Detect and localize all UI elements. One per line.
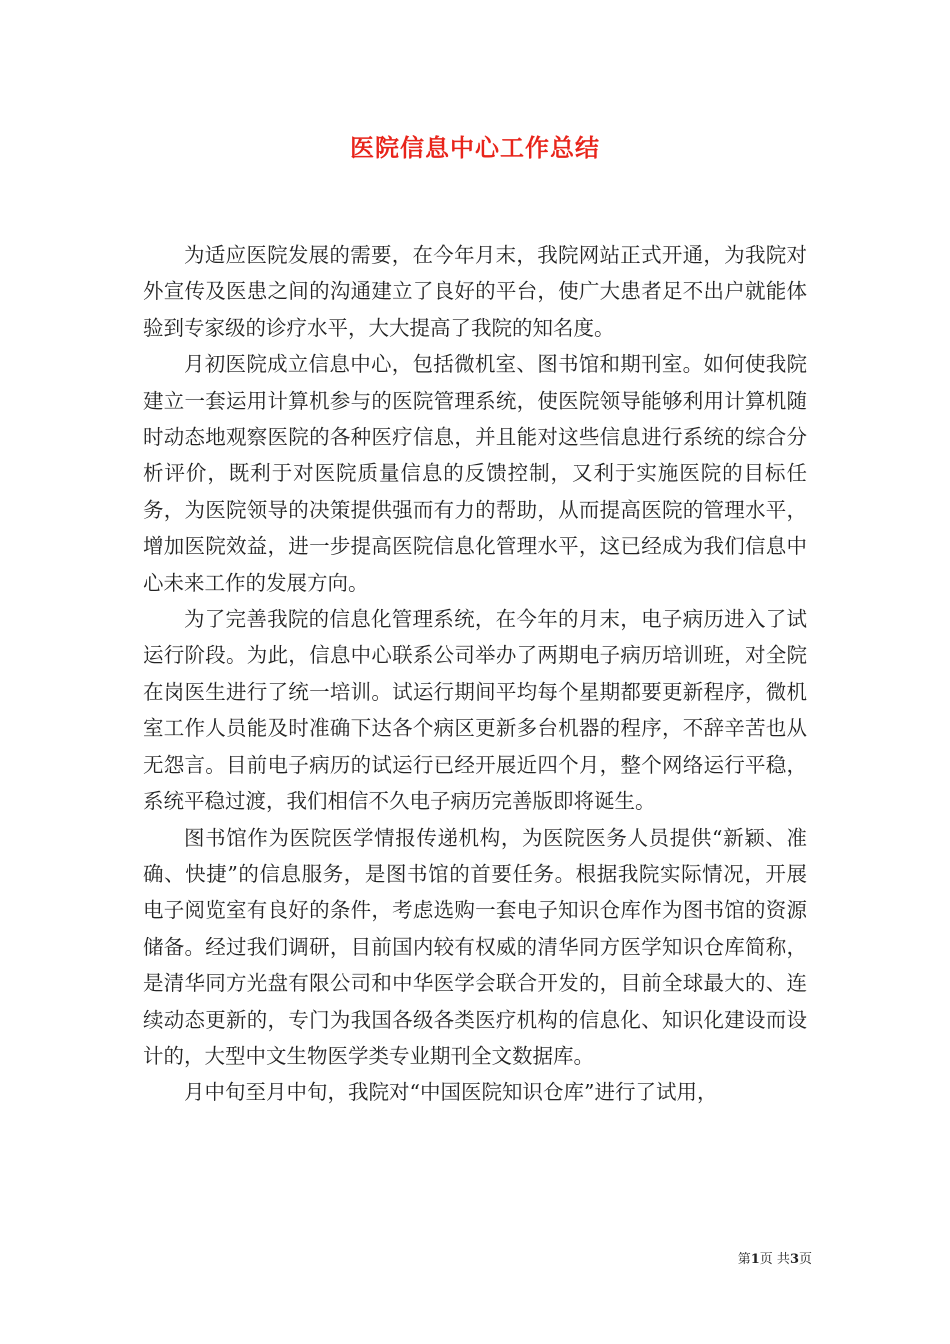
paragraph-2: 月初医院成立信息中心，包括微机室、图书馆和期刊室。如何使我院建立一套运用计算机参与的医院管理系统，使医院领导能够利用计算机随时动态地观察医院的各种医疗信息，并且能对这些信息进行系统的综合分析评价，既利于对医院质量信息的反馈控制，又利于实施医院的目标任务，为医院领导的决策提供强而有力的帮助，从而提高医院的管理水平，增加医院效益，进一步提高医院信息化管理水平，这已经成为我们信息中心未来工作的发展方向。 [143, 352, 807, 595]
footer-prefix: 第 [737, 1252, 751, 1267]
document-title: 医院信息中心工作总结 [350, 133, 600, 162]
paragraph-3: 为了完善我院的信息化管理系统，在今年的月末，电子病历进入了试运行阶段。为此，信息中心联系公司举办了两期电子病历培训班，对全院在岗医生进行了统一培训。试运行期间平均每个星期都要更新程序，微机室工作人员能及时准确下达各个病区更新多台机器的程序，不辞辛苦也从无怨言。目前电子病历的试运行已经开展近四个月，整个网络运行平稳，系统平稳过渡，我们相信不久电子病历完善版即将诞生。 [143, 607, 807, 814]
footer-middle: 页 共 [759, 1252, 790, 1267]
footer-suffix: 页 [798, 1252, 812, 1267]
footer-current-page: 1 [750, 1252, 760, 1267]
page-footer [0, 1248, 812, 1267]
footer-total-pages: 3 [789, 1252, 799, 1267]
paragraph-4: 图书馆作为医院医学情报传递机构，为医院医务人员提供“新颖、准确、快捷”的信息服务，是图书馆的首要任务。根据我院实际情况，开展电子阅览室有良好的条件，考虑选购一套电子知识仓库作为图书馆的资源储备。经过我们调研，目前国内较有权威的清华同方医学知识仓库简称，是清华同方光盘有限公司和中华医学会联合开发的，目前全球最大的、连续动态更新的，专门为我国各级各类医疗机构的信息化、知识化建设而设计的，大型中文生物医学类专业期刊全文数据库。 [143, 825, 807, 1068]
document-body [143, 237, 807, 1111]
paragraph-5: 月中旬至月中旬，我院对“中国医院知识仓库”进行了试用， [184, 1080, 718, 1105]
paragraph-1: 为适应医院发展的需要，在今年月末，我院网站正式开通，为我院对外宣传及医患之间的沟通建立了良好的平台，使广大患者足不出户就能体验到专家级的诊疗水平，大大提高了我院的知名度。 [143, 243, 807, 340]
